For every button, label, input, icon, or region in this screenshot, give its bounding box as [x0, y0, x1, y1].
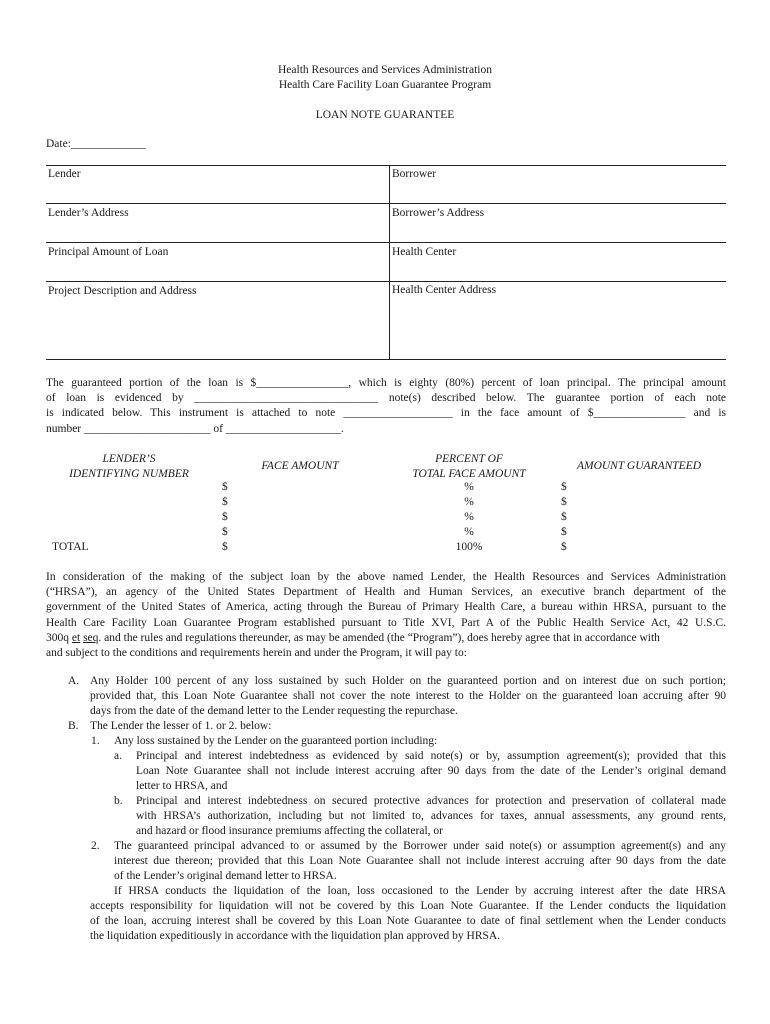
- percent-cell[interactable]: %: [464, 511, 474, 523]
- paragraph-line: The guaranteed portion of the loan is $________________, which is eighty (80%) percent of loan principal. The principal amount: [46, 377, 726, 389]
- item-b: The Lender the lesser of 1. or 2. below:: [90, 720, 272, 732]
- face-amount-cell[interactable]: $: [222, 496, 228, 508]
- col-header-amount-guaranteed: AMOUNT GUARANTEED: [576, 460, 702, 472]
- principal-amount-field[interactable]: Principal Amount of Loan: [48, 246, 169, 258]
- guarantee-paragraph: [46, 376, 726, 437]
- item-2: The guaranteed principal advanced to or assumed by the Borrower under said note(s) or assumption agreement(s) and any interest due thereon; provided that this Loan Note Guarantee shall not include interest accruing after 90 days from the date of the Lender’s original demand letter to HRSA.: [114, 840, 726, 882]
- health-center-field[interactable]: Health Center: [392, 246, 457, 258]
- amount-guaranteed-cell[interactable]: $: [561, 481, 567, 493]
- face-amount-total[interactable]: $: [222, 541, 228, 553]
- item-a-sub-marker: a.: [114, 750, 122, 762]
- document-title: LOAN NOTE GUARANTEE: [315, 109, 455, 121]
- et-underlined: et: [71, 631, 81, 644]
- paragraph-line: number ______________________ of ____________________.: [46, 422, 344, 435]
- grid-bottom-rule: [46, 359, 726, 360]
- item-1-marker: 1.: [91, 735, 100, 747]
- lender-address-field[interactable]: Lender’s Address: [48, 207, 129, 219]
- col-header-face-amount: FACE AMOUNT: [261, 460, 339, 472]
- consideration-paragraph: [46, 570, 726, 661]
- paragraph-line: In consideration of the making of the subject loan by the above named Lender, the Health Resources and Services Administration: [46, 571, 726, 583]
- paragraph-line: of loan is evidenced by ________________________________ note(s) described below. The guarantee portion of each note: [46, 392, 726, 405]
- face-amount-cell[interactable]: $: [222, 481, 228, 493]
- item-2-marker: 2.: [91, 840, 100, 852]
- amount-guaranteed-total[interactable]: $: [561, 541, 567, 553]
- percent-cell[interactable]: %: [464, 481, 474, 493]
- health-center-address-field[interactable]: Health Center Address: [392, 284, 497, 296]
- col-header-lender-id: LENDER’S IDENTIFYING NUMBER: [69, 453, 189, 480]
- paragraph-line: (“HRSA”), an agency of the United States Department of Health and Human Services, an executive branch department of the: [46, 586, 726, 599]
- program-name: Health Care Facility Loan Guarantee Program: [278, 79, 492, 91]
- item-b-marker: B.: [68, 720, 79, 732]
- paragraph-line: Health Care Facility Loan Guarantee Program established pursuant to Title XVI, Part A of the Public Health Service Act, 42 U.S.C.: [46, 616, 726, 629]
- grid-top-rule: [46, 165, 726, 166]
- amount-guaranteed-cell[interactable]: $: [561, 496, 567, 508]
- agency-name: Health Resources and Services Administration: [278, 64, 492, 76]
- face-amount-cell[interactable]: $: [222, 511, 228, 523]
- borrower-address-field[interactable]: Borrower’s Address: [392, 207, 485, 219]
- total-label: TOTAL: [52, 541, 89, 553]
- grid-rule: [46, 203, 726, 204]
- col-header-percent: PERCENT OF TOTAL FACE AMOUNT: [412, 453, 526, 480]
- percent-total[interactable]: 100%: [455, 541, 483, 553]
- item-a-marker: A.: [68, 675, 80, 687]
- paragraph-line: 300q et seq. and the rules and regulations thereunder, as may be amended (the “Program”), does hereby agree that in accordance with: [46, 631, 660, 644]
- face-amount-cell[interactable]: $: [222, 526, 228, 538]
- project-description-field[interactable]: Project Description and Address: [48, 285, 197, 297]
- percent-cell[interactable]: %: [464, 526, 474, 538]
- item-a-sub: Principal and interest indebtedness as evidenced by said note(s) or by, assumption agreement(s); provided that this Loan Note Guarantee shall not include interest accruing after 90 days from the date of the Lender’s original demand letter to HRSA, and: [136, 750, 726, 792]
- grid-rule: [46, 242, 726, 243]
- date-field[interactable]: Date:_____________: [46, 138, 146, 150]
- item-1: Any loss sustained by the Lender on the guaranteed portion including:: [114, 735, 438, 747]
- amount-guaranteed-cell[interactable]: $: [561, 511, 567, 523]
- borrower-field[interactable]: Borrower: [392, 168, 437, 180]
- percent-cell[interactable]: %: [464, 496, 474, 508]
- grid-rule: [46, 281, 726, 282]
- amount-guaranteed-cell[interactable]: $: [561, 526, 567, 538]
- seq-underlined: seq: [83, 631, 99, 644]
- paragraph-line: is indicated below. This instrument is attached to note ___________________ in the face amount of $________________ and is: [46, 407, 726, 420]
- grid-divider: [389, 165, 390, 360]
- item-b-sub-marker: b.: [114, 795, 123, 807]
- lender-field[interactable]: Lender: [48, 168, 81, 180]
- liquidation-paragraph: If HRSA conducts the liquidation of the loan, loss occasioned to the Lender by accruing interest after the date HRSA: [114, 885, 726, 897]
- paragraph-line: and subject to the conditions and requirements herein and under the Program, it will pay to:: [46, 647, 467, 660]
- paragraph-line: government of the United States of America, acting through the Bureau of Primary Health Care, a bureau within HRSA, pursuant to the: [46, 601, 726, 614]
- item-b-sub: Principal and interest indebtedness on secured protective advances for protection and preservation of collateral made with HRSA’s authorization, including but not limited to, advances for taxes, annual assessments, any ground rents, and hazard or flood insurance premiums affecting the collateral, or: [136, 795, 726, 837]
- item-a: Any Holder 100 percent of any loss sustained by such Holder on the guaranteed portion and on interest due on such portion; provided that, this Loan Note Guarantee shall not cover the note interest to the Holder on the guaranteed loan accruing after 90 days from the date of the demand letter to the Lender requesting the repurchase.: [90, 675, 726, 717]
- liquidation-paragraph-cont: accepts responsibility for liquidation will not be covered by this Loan Note Guarantee. If the Lender conducts the liquidation of the loan, accruing interest shall be covered by this Loan Note Guarantee to date of final settlement when the Lender conducts the liquidation expeditiously in accordance with the liquidation plan approved by HRSA.: [90, 900, 726, 942]
